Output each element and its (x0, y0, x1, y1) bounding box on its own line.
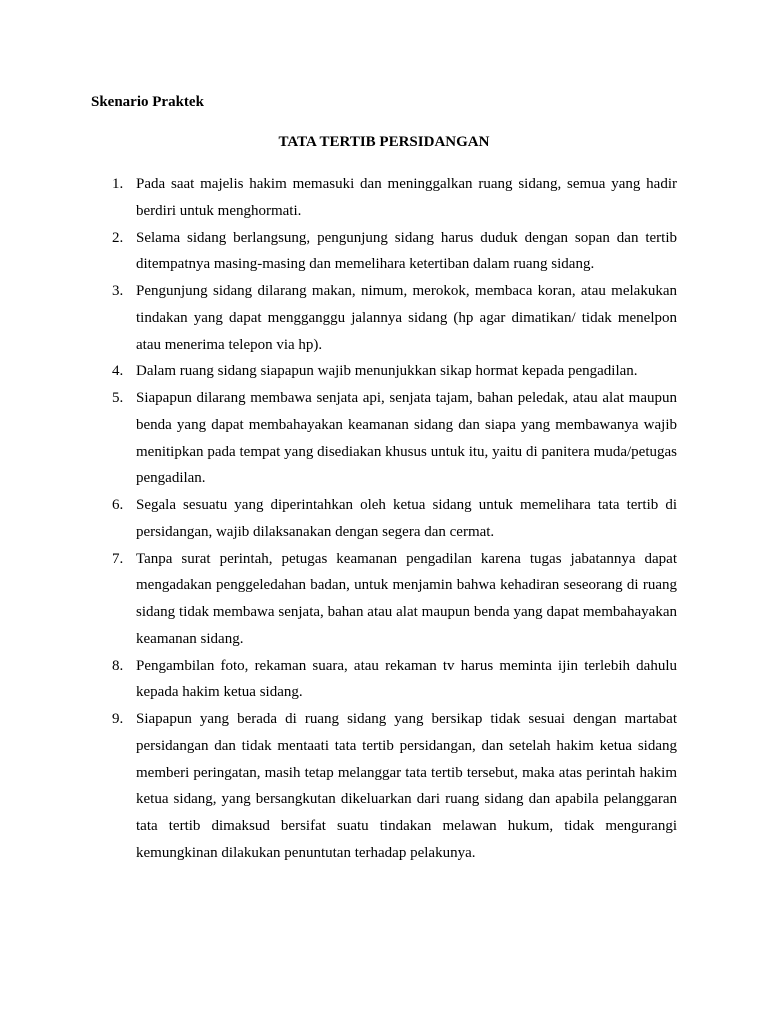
rule-number: 1. (112, 176, 124, 192)
rule-number: 6. (112, 497, 124, 513)
rule-item-2 (112, 225, 677, 279)
rule-item-4 (112, 358, 677, 385)
rule-text: Pada saat majelis hakim memasuki dan meninggalkan ruang sidang, semua yang hadir berdiri untuk menghormati. (136, 176, 677, 219)
rule-number: 7. (112, 550, 124, 567)
rules-list (112, 171, 677, 867)
rule-number: 5. (112, 390, 124, 406)
rule-number: 9. (112, 711, 124, 727)
rule-text: Selama sidang berlangsung, pengunjung sidang harus duduk dengan sopan dan tertib ditempatnya masing-masing dan memelihara ketertiban dalam ruang sidang. (136, 229, 677, 273)
rule-item-6 (112, 492, 677, 546)
rule-text: Tanpa surat perintah, petugas keamanan pengadilan karena tugas jabatannya dapat mengadakan penggeledahan badan, untuk menjamin bahwa kehadiran seseorang di ruang sidang tidak membawa senjata, bahan atau alat maupun benda yang dapat membahayakan keamanan sidang. (136, 550, 677, 647)
rule-number: 3. (112, 283, 124, 299)
rule-text: Pengunjung sidang dilarang makan, nimum, merokok, membaca koran, atau melakukan tindakan yang dapat mengganggu jalannya sidang (hp agar dimatikan/ tidak menelpon atau menerima telepon via hp). (136, 283, 677, 353)
rule-text: Siapapun yang berada di ruang sidang yang bersikap tidak sesuai dengan martabat persidangan dan tidak mentaati tata tertib persidangan, dan setelah hakim ketua sidang memberi peringatan, masih tetap melanggar tata tertib tersebut, maka atas perintah hakim ketua sidang, yang bersangkutan dikeluarkan dari ruang sidang dan apabila pelanggaran tata tertib dimaksud bersifat suatu tindakan melawan hukum, tidak mengurangi kemungkinan dilakukan penuntutan terhadap pelakunya. (136, 711, 677, 861)
rule-item-8 (112, 653, 677, 707)
rule-text: Dalam ruang sidang siapapun wajib menunjukkan sikap hormat kepada pengadilan. (136, 363, 638, 380)
rule-number: 4. (112, 363, 124, 380)
rule-text: Segala sesuatu yang diperintahkan oleh ketua sidang untuk memelihara tata tertib di persidangan, wajib dilaksanakan dengan segera dan cermat. (136, 497, 677, 540)
rule-number: 2. (112, 229, 124, 246)
rule-item-1 (112, 171, 677, 225)
document-title: TATA TERTIB PERSIDANGAN (278, 134, 490, 150)
rule-text: Pengambilan foto, rekaman suara, atau rekaman tv harus meminta ijin terlebih dahulu kepada hakim ketua sidang. (136, 657, 677, 701)
rule-item-5 (112, 385, 677, 492)
rule-number: 8. (112, 657, 124, 674)
rule-item-3 (112, 278, 677, 358)
rule-item-7 (112, 546, 677, 653)
scenario-heading: Skenario Praktek (91, 94, 204, 110)
rule-item-9 (112, 706, 677, 867)
rule-text: Siapapun dilarang membawa senjata api, senjata tajam, bahan peledak, atau alat maupun benda yang dapat membahayakan keamanan sidang dan siapa yang membawanya wajib menitipkan pada tempat yang disediakan khusus untuk itu, yaitu di panitera muda/petugas pengadilan. (136, 390, 677, 487)
